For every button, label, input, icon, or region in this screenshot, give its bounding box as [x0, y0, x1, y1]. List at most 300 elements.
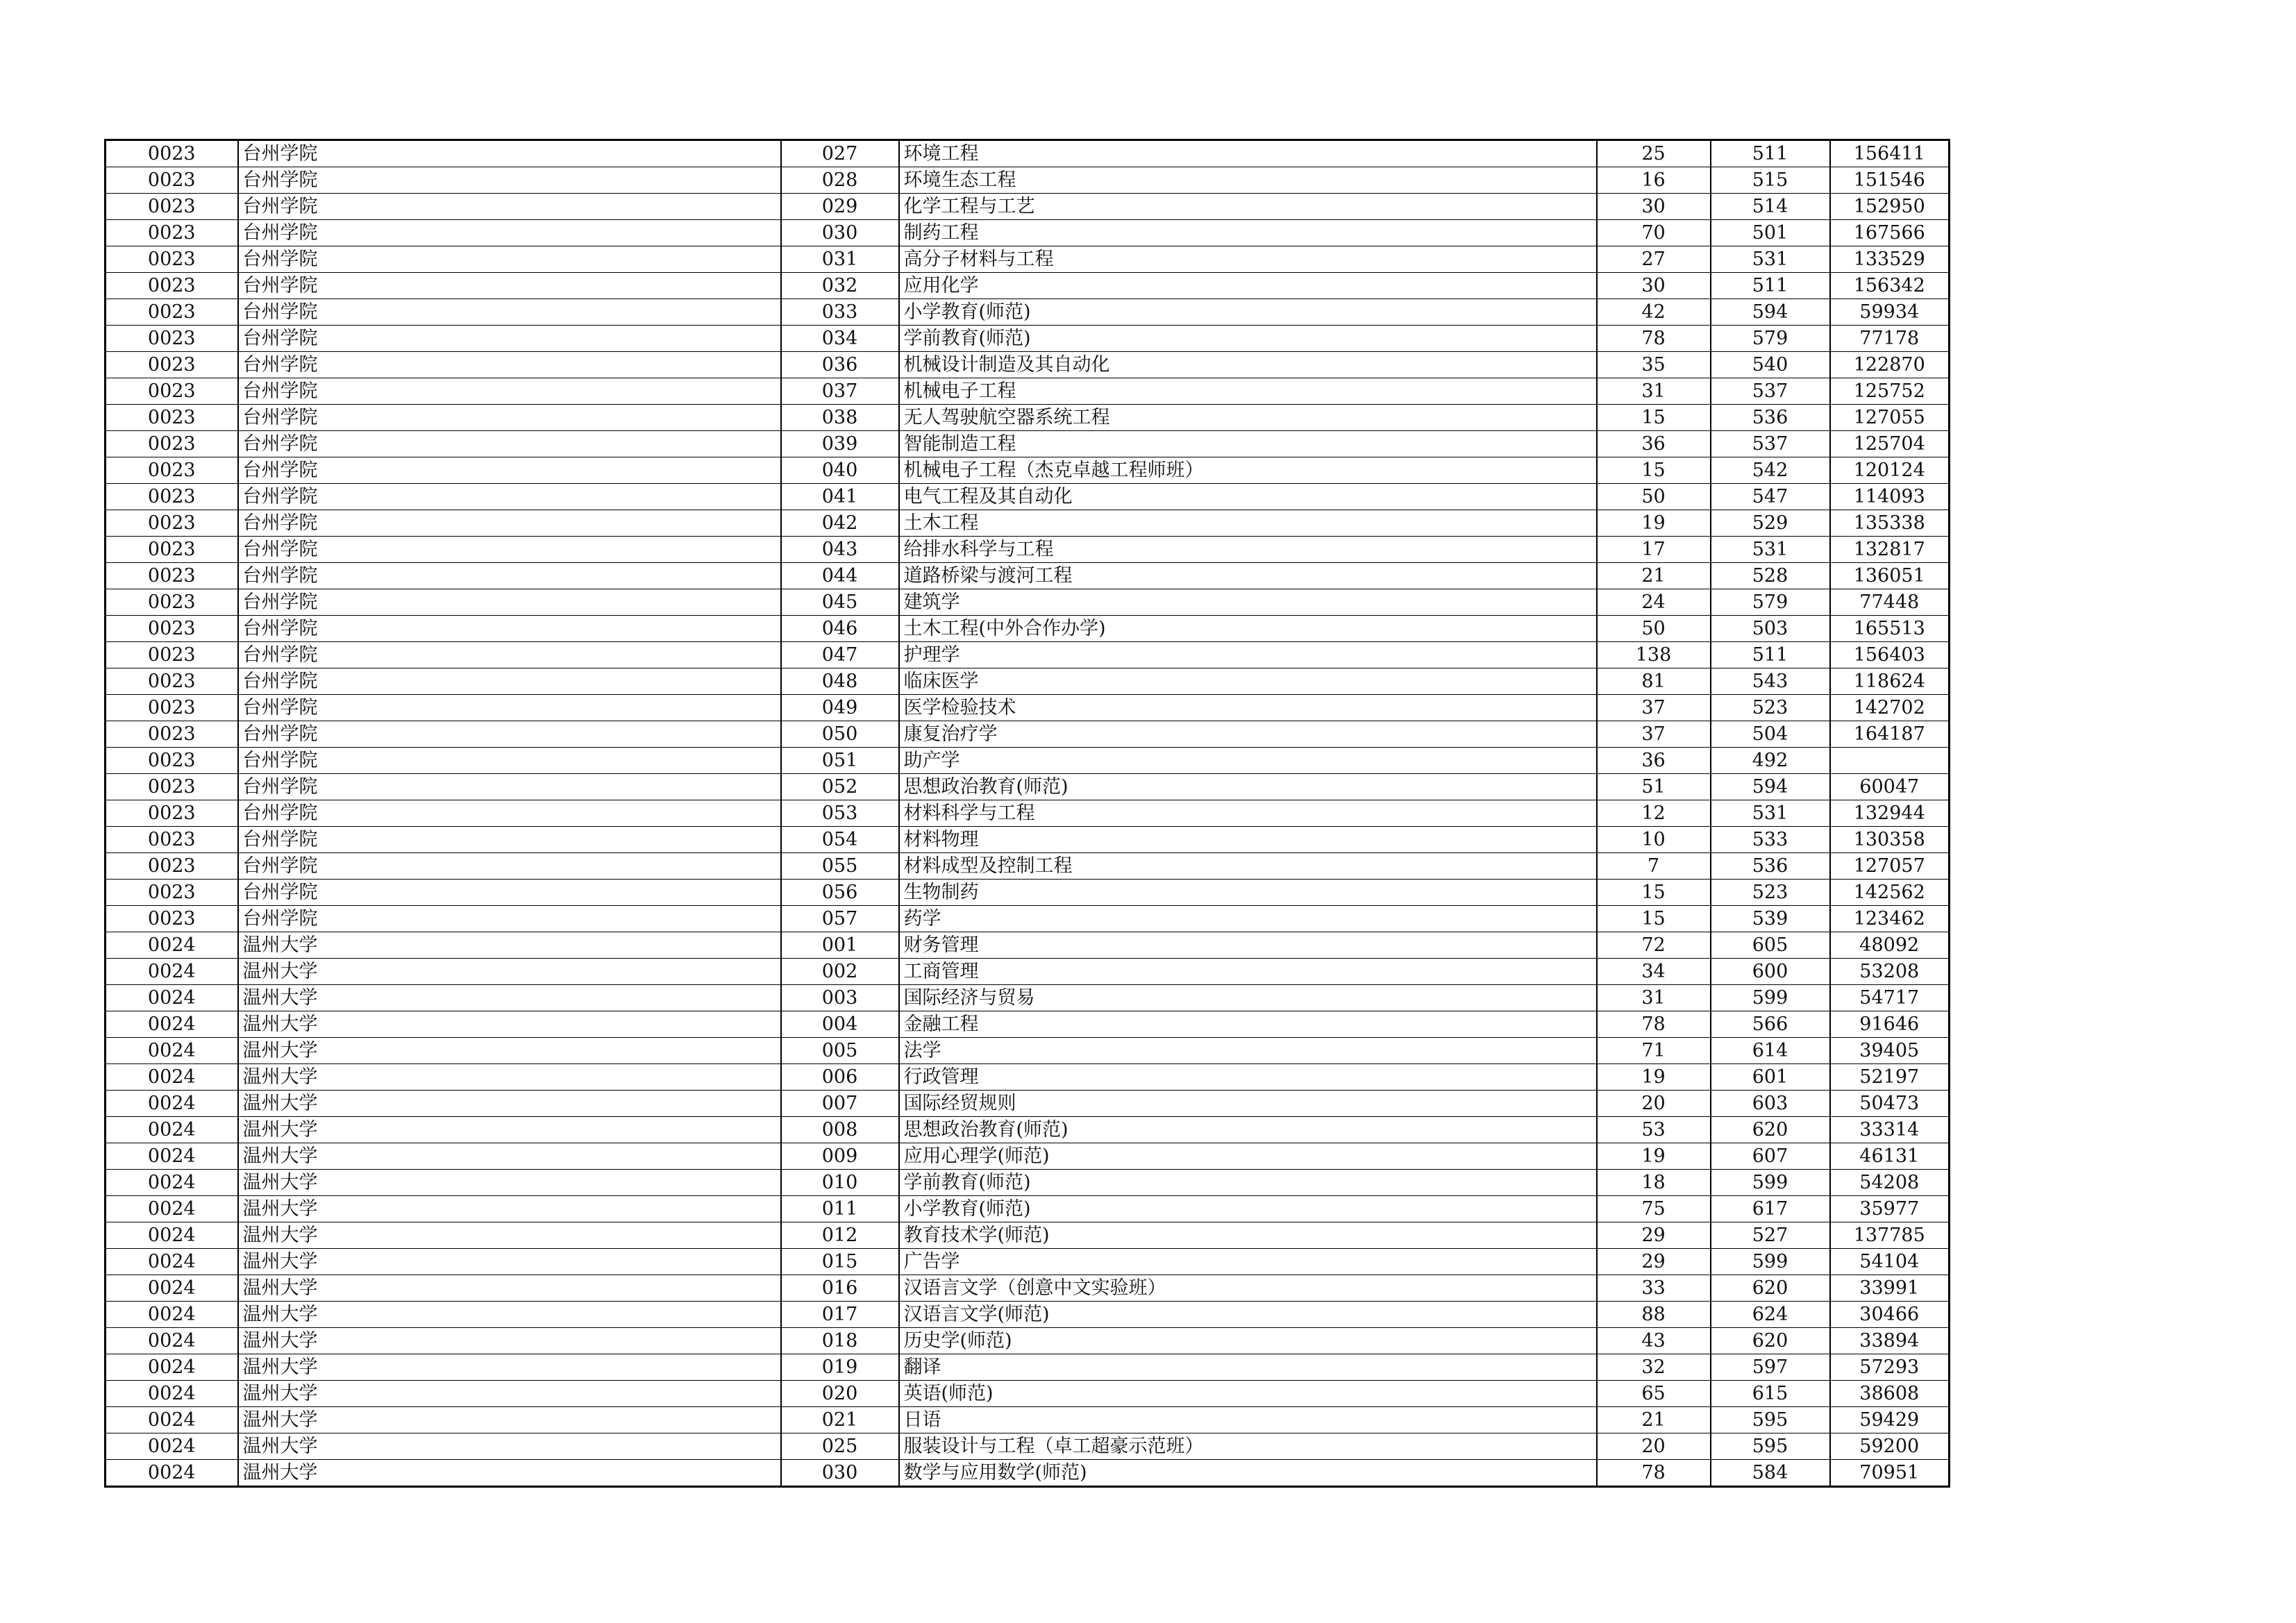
table-row [106, 484, 1950, 510]
min-score-cell: 542 [1711, 457, 1830, 484]
plan-count-cell: 51 [1597, 774, 1711, 800]
major-name-cell: 环境生态工程 [899, 167, 1597, 194]
min-rank-cell: 132817 [1830, 537, 1950, 563]
major-code-cell: 008 [781, 1117, 899, 1143]
major-name-cell: 汉语言文学(师范) [899, 1302, 1597, 1328]
plan-count-cell: 50 [1597, 616, 1711, 642]
min-rank-cell: 52197 [1830, 1064, 1950, 1091]
min-score-cell: 514 [1711, 194, 1830, 220]
min-rank-cell: 53208 [1830, 959, 1950, 985]
major-code-cell: 012 [781, 1222, 899, 1249]
school-code-cell: 0023 [106, 246, 238, 273]
min-score-cell: 624 [1711, 1302, 1830, 1328]
min-score-cell: 599 [1711, 985, 1830, 1011]
min-rank-cell: 54717 [1830, 985, 1950, 1011]
major-code-cell: 030 [781, 1460, 899, 1487]
table-row [106, 906, 1950, 932]
min-rank-cell: 33314 [1830, 1117, 1950, 1143]
table-row [106, 616, 1950, 642]
table-row [106, 510, 1950, 537]
school-code-cell: 0024 [106, 1091, 238, 1117]
min-rank-cell: 122870 [1830, 352, 1950, 378]
min-score-cell: 620 [1711, 1117, 1830, 1143]
min-rank-cell: 46131 [1830, 1143, 1950, 1170]
min-score-cell: 533 [1711, 827, 1830, 853]
school-name-cell: 台州学院 [238, 194, 781, 220]
plan-count-cell: 34 [1597, 959, 1711, 985]
plan-count-cell: 75 [1597, 1196, 1711, 1222]
school-name-cell: 台州学院 [238, 273, 781, 299]
major-code-cell: 049 [781, 695, 899, 721]
major-code-cell: 007 [781, 1091, 899, 1117]
school-code-cell: 0023 [106, 484, 238, 510]
school-code-cell: 0024 [106, 1433, 238, 1460]
plan-count-cell: 32 [1597, 1354, 1711, 1381]
major-code-cell: 037 [781, 378, 899, 405]
school-code-cell: 0024 [106, 1170, 238, 1196]
major-code-cell: 029 [781, 194, 899, 220]
school-name-cell: 台州学院 [238, 616, 781, 642]
school-code-cell: 0023 [106, 748, 238, 774]
major-name-cell: 小学教育(师范) [899, 1196, 1597, 1222]
major-name-cell: 给排水科学与工程 [899, 537, 1597, 563]
school-code-cell: 0023 [106, 853, 238, 880]
plan-count-cell: 19 [1597, 1143, 1711, 1170]
major-name-cell: 土木工程(中外合作办学) [899, 616, 1597, 642]
min-score-cell: 492 [1711, 748, 1830, 774]
school-code-cell: 0023 [106, 906, 238, 932]
table-row [106, 352, 1950, 378]
school-name-cell: 台州学院 [238, 352, 781, 378]
min-score-cell: 511 [1711, 642, 1830, 668]
table-row [106, 1038, 1950, 1064]
table-row [106, 273, 1950, 299]
school-name-cell: 台州学院 [238, 220, 781, 246]
table-row [106, 457, 1950, 484]
major-name-cell: 应用化学 [899, 273, 1597, 299]
major-name-cell: 药学 [899, 906, 1597, 932]
plan-count-cell: 24 [1597, 589, 1711, 616]
major-name-cell: 机械电子工程（杰克卓越工程师班） [899, 457, 1597, 484]
school-code-cell: 0023 [106, 668, 238, 695]
min-rank-cell: 127057 [1830, 853, 1950, 880]
major-code-cell: 055 [781, 853, 899, 880]
major-name-cell: 智能制造工程 [899, 431, 1597, 457]
table-row [106, 537, 1950, 563]
plan-count-cell: 37 [1597, 695, 1711, 721]
school-code-cell: 0023 [106, 695, 238, 721]
major-code-cell: 057 [781, 906, 899, 932]
min-rank-cell: 120124 [1830, 457, 1950, 484]
plan-count-cell: 12 [1597, 800, 1711, 827]
min-rank-cell: 123462 [1830, 906, 1950, 932]
plan-count-cell: 10 [1597, 827, 1711, 853]
school-code-cell: 0023 [106, 167, 238, 194]
major-name-cell: 教育技术学(师范) [899, 1222, 1597, 1249]
table-row [106, 1249, 1950, 1275]
major-code-cell: 033 [781, 299, 899, 326]
table-row [106, 167, 1950, 194]
table-row [106, 220, 1950, 246]
school-code-cell: 0023 [106, 537, 238, 563]
major-name-cell: 材料物理 [899, 827, 1597, 853]
table-row [106, 431, 1950, 457]
school-name-cell: 温州大学 [238, 1117, 781, 1143]
major-name-cell: 学前教育(师范) [899, 1170, 1597, 1196]
table-row [106, 405, 1950, 431]
school-name-cell: 温州大学 [238, 985, 781, 1011]
major-code-cell: 027 [781, 140, 899, 167]
min-rank-cell: 77448 [1830, 589, 1950, 616]
school-name-cell: 温州大学 [238, 1433, 781, 1460]
school-name-cell: 温州大学 [238, 1407, 781, 1433]
min-score-cell: 599 [1711, 1249, 1830, 1275]
school-code-cell: 0023 [106, 326, 238, 352]
plan-count-cell: 37 [1597, 721, 1711, 748]
min-score-cell: 531 [1711, 246, 1830, 273]
school-name-cell: 台州学院 [238, 326, 781, 352]
min-rank-cell: 151546 [1830, 167, 1950, 194]
plan-count-cell: 50 [1597, 484, 1711, 510]
plan-count-cell: 138 [1597, 642, 1711, 668]
min-rank-cell: 60047 [1830, 774, 1950, 800]
major-code-cell: 006 [781, 1064, 899, 1091]
major-code-cell: 031 [781, 246, 899, 273]
school-name-cell: 台州学院 [238, 853, 781, 880]
min-rank-cell: 33991 [1830, 1275, 1950, 1302]
school-name-cell: 台州学院 [238, 721, 781, 748]
school-name-cell: 台州学院 [238, 140, 781, 167]
school-name-cell: 台州学院 [238, 642, 781, 668]
major-code-cell: 019 [781, 1354, 899, 1381]
table-body [106, 140, 1950, 1487]
min-score-cell: 601 [1711, 1064, 1830, 1091]
major-code-cell: 018 [781, 1328, 899, 1354]
major-name-cell: 医学检验技术 [899, 695, 1597, 721]
min-rank-cell: 50473 [1830, 1091, 1950, 1117]
min-rank-cell: 57293 [1830, 1354, 1950, 1381]
min-score-cell: 594 [1711, 774, 1830, 800]
min-score-cell: 607 [1711, 1143, 1830, 1170]
min-score-cell: 547 [1711, 484, 1830, 510]
plan-count-cell: 33 [1597, 1275, 1711, 1302]
school-code-cell: 0023 [106, 457, 238, 484]
major-code-cell: 040 [781, 457, 899, 484]
major-name-cell: 材料科学与工程 [899, 800, 1597, 827]
table-row [106, 668, 1950, 695]
admission-table [104, 139, 1950, 1488]
min-rank-cell: 114093 [1830, 484, 1950, 510]
major-code-cell: 034 [781, 326, 899, 352]
table-row [106, 695, 1950, 721]
school-name-cell: 温州大学 [238, 1302, 781, 1328]
school-name-cell: 温州大学 [238, 1011, 781, 1038]
school-name-cell: 温州大学 [238, 959, 781, 985]
major-code-cell: 028 [781, 167, 899, 194]
school-name-cell: 台州学院 [238, 510, 781, 537]
table-row [106, 1354, 1950, 1381]
school-code-cell: 0023 [106, 880, 238, 906]
school-name-cell: 温州大学 [238, 932, 781, 959]
school-name-cell: 温州大学 [238, 1038, 781, 1064]
major-name-cell: 临床医学 [899, 668, 1597, 695]
table-row [106, 326, 1950, 352]
school-name-cell: 温州大学 [238, 1381, 781, 1407]
school-code-cell: 0024 [106, 1222, 238, 1249]
plan-count-cell: 43 [1597, 1328, 1711, 1354]
school-code-cell: 0023 [106, 721, 238, 748]
major-code-cell: 047 [781, 642, 899, 668]
school-code-cell: 0024 [106, 1407, 238, 1433]
school-name-cell: 台州学院 [238, 589, 781, 616]
min-rank-cell: 156403 [1830, 642, 1950, 668]
school-name-cell: 台州学院 [238, 457, 781, 484]
major-name-cell: 学前教育(师范) [899, 326, 1597, 352]
table-row [106, 1302, 1950, 1328]
table-row [106, 246, 1950, 273]
plan-count-cell: 72 [1597, 932, 1711, 959]
plan-count-cell: 29 [1597, 1249, 1711, 1275]
plan-count-cell: 21 [1597, 1407, 1711, 1433]
school-name-cell: 温州大学 [238, 1249, 781, 1275]
school-code-cell: 0024 [106, 1275, 238, 1302]
major-name-cell: 数学与应用数学(师范) [899, 1460, 1597, 1487]
major-name-cell: 高分子材料与工程 [899, 246, 1597, 273]
school-code-cell: 0024 [106, 1011, 238, 1038]
major-name-cell: 生物制药 [899, 880, 1597, 906]
min-score-cell: 537 [1711, 378, 1830, 405]
table-row [106, 1064, 1950, 1091]
min-score-cell: 599 [1711, 1170, 1830, 1196]
min-score-cell: 620 [1711, 1328, 1830, 1354]
table-row [106, 642, 1950, 668]
min-score-cell: 615 [1711, 1381, 1830, 1407]
major-name-cell: 护理学 [899, 642, 1597, 668]
min-score-cell: 584 [1711, 1460, 1830, 1487]
major-name-cell: 小学教育(师范) [899, 299, 1597, 326]
major-name-cell: 助产学 [899, 748, 1597, 774]
plan-count-cell: 21 [1597, 563, 1711, 589]
major-name-cell: 思想政治教育(师范) [899, 1117, 1597, 1143]
plan-count-cell: 29 [1597, 1222, 1711, 1249]
min-score-cell: 511 [1711, 140, 1830, 167]
table-row [106, 1407, 1950, 1433]
min-rank-cell: 39405 [1830, 1038, 1950, 1064]
plan-count-cell: 30 [1597, 273, 1711, 299]
major-name-cell: 思想政治教育(师范) [899, 774, 1597, 800]
plan-count-cell: 15 [1597, 906, 1711, 932]
major-code-cell: 010 [781, 1170, 899, 1196]
plan-count-cell: 20 [1597, 1091, 1711, 1117]
min-rank-cell: 152950 [1830, 194, 1950, 220]
min-score-cell: 603 [1711, 1091, 1830, 1117]
plan-count-cell: 27 [1597, 246, 1711, 273]
plan-count-cell: 53 [1597, 1117, 1711, 1143]
plan-count-cell: 25 [1597, 140, 1711, 167]
major-code-cell: 050 [781, 721, 899, 748]
major-name-cell: 法学 [899, 1038, 1597, 1064]
min-rank-cell: 130358 [1830, 827, 1950, 853]
min-score-cell: 531 [1711, 800, 1830, 827]
table-row [106, 985, 1950, 1011]
table-row [106, 1433, 1950, 1460]
min-score-cell: 594 [1711, 299, 1830, 326]
school-name-cell: 台州学院 [238, 748, 781, 774]
school-code-cell: 0024 [106, 932, 238, 959]
major-name-cell: 材料成型及控制工程 [899, 853, 1597, 880]
school-code-cell: 0024 [106, 1328, 238, 1354]
table-row [106, 721, 1950, 748]
table-row [106, 1117, 1950, 1143]
min-score-cell: 536 [1711, 853, 1830, 880]
school-name-cell: 台州学院 [238, 405, 781, 431]
major-name-cell: 国际经贸规则 [899, 1091, 1597, 1117]
major-code-cell: 041 [781, 484, 899, 510]
major-name-cell: 无人驾驶航空器系统工程 [899, 405, 1597, 431]
major-code-cell: 039 [781, 431, 899, 457]
school-name-cell: 台州学院 [238, 299, 781, 326]
school-name-cell: 温州大学 [238, 1328, 781, 1354]
min-score-cell: 579 [1711, 326, 1830, 352]
school-code-cell: 0023 [106, 774, 238, 800]
school-code-cell: 0023 [106, 616, 238, 642]
school-name-cell: 台州学院 [238, 378, 781, 405]
school-name-cell: 温州大学 [238, 1222, 781, 1249]
major-name-cell: 广告学 [899, 1249, 1597, 1275]
plan-count-cell: 7 [1597, 853, 1711, 880]
min-score-cell: 617 [1711, 1196, 1830, 1222]
table-row [106, 800, 1950, 827]
major-code-cell: 046 [781, 616, 899, 642]
table-row [106, 1011, 1950, 1038]
table-row [106, 932, 1950, 959]
school-code-cell: 0024 [106, 1064, 238, 1091]
plan-count-cell: 19 [1597, 510, 1711, 537]
table-row [106, 959, 1950, 985]
major-name-cell: 工商管理 [899, 959, 1597, 985]
table-row [106, 1222, 1950, 1249]
min-score-cell: 531 [1711, 537, 1830, 563]
school-code-cell: 0023 [106, 220, 238, 246]
plan-count-cell: 78 [1597, 1011, 1711, 1038]
school-code-cell: 0023 [106, 827, 238, 853]
plan-count-cell: 16 [1597, 167, 1711, 194]
min-rank-cell: 54104 [1830, 1249, 1950, 1275]
school-name-cell: 温州大学 [238, 1091, 781, 1117]
plan-count-cell: 15 [1597, 457, 1711, 484]
major-name-cell: 翻译 [899, 1354, 1597, 1381]
major-name-cell: 日语 [899, 1407, 1597, 1433]
plan-count-cell: 18 [1597, 1170, 1711, 1196]
min-score-cell: 537 [1711, 431, 1830, 457]
min-rank-cell: 133529 [1830, 246, 1950, 273]
school-code-cell: 0024 [106, 1381, 238, 1407]
min-rank-cell: 33894 [1830, 1328, 1950, 1354]
major-code-cell: 032 [781, 273, 899, 299]
plan-count-cell: 78 [1597, 326, 1711, 352]
major-name-cell: 服装设计与工程（卓工超豪示范班） [899, 1433, 1597, 1460]
min-rank-cell: 132944 [1830, 800, 1950, 827]
major-name-cell: 土木工程 [899, 510, 1597, 537]
plan-count-cell: 42 [1597, 299, 1711, 326]
major-name-cell: 英语(师范) [899, 1381, 1597, 1407]
min-score-cell: 511 [1711, 273, 1830, 299]
school-code-cell: 0023 [106, 194, 238, 220]
min-score-cell: 523 [1711, 695, 1830, 721]
min-rank-cell: 142702 [1830, 695, 1950, 721]
min-rank-cell: 142562 [1830, 880, 1950, 906]
table-row [106, 299, 1950, 326]
min-score-cell: 614 [1711, 1038, 1830, 1064]
major-name-cell: 环境工程 [899, 140, 1597, 167]
major-code-cell: 017 [781, 1302, 899, 1328]
school-code-cell: 0024 [106, 1302, 238, 1328]
major-name-cell: 金融工程 [899, 1011, 1597, 1038]
school-code-cell: 0023 [106, 273, 238, 299]
min-score-cell: 523 [1711, 880, 1830, 906]
school-name-cell: 台州学院 [238, 246, 781, 273]
major-code-cell: 002 [781, 959, 899, 985]
major-code-cell: 048 [781, 668, 899, 695]
school-code-cell: 0023 [106, 510, 238, 537]
major-code-cell: 054 [781, 827, 899, 853]
major-name-cell: 康复治疗学 [899, 721, 1597, 748]
school-code-cell: 0024 [106, 985, 238, 1011]
major-name-cell: 电气工程及其自动化 [899, 484, 1597, 510]
min-rank-cell: 59200 [1830, 1433, 1950, 1460]
min-score-cell: 600 [1711, 959, 1830, 985]
major-code-cell: 015 [781, 1249, 899, 1275]
min-rank-cell: 167566 [1830, 220, 1950, 246]
school-name-cell: 台州学院 [238, 537, 781, 563]
major-code-cell: 001 [781, 932, 899, 959]
plan-count-cell: 20 [1597, 1433, 1711, 1460]
min-score-cell: 528 [1711, 563, 1830, 589]
major-code-cell: 036 [781, 352, 899, 378]
min-score-cell: 515 [1711, 167, 1830, 194]
table-row [106, 1460, 1950, 1487]
major-name-cell: 行政管理 [899, 1064, 1597, 1091]
table-row [106, 563, 1950, 589]
min-rank-cell: 30466 [1830, 1302, 1950, 1328]
school-name-cell: 台州学院 [238, 800, 781, 827]
school-name-cell: 台州学院 [238, 167, 781, 194]
min-score-cell: 504 [1711, 721, 1830, 748]
min-rank-cell: 127055 [1830, 405, 1950, 431]
school-name-cell: 温州大学 [238, 1354, 781, 1381]
school-name-cell: 温州大学 [238, 1460, 781, 1487]
min-score-cell: 543 [1711, 668, 1830, 695]
school-name-cell: 温州大学 [238, 1275, 781, 1302]
table-row [106, 880, 1950, 906]
min-score-cell: 501 [1711, 220, 1830, 246]
school-code-cell: 0023 [106, 563, 238, 589]
major-code-cell: 016 [781, 1275, 899, 1302]
table-row [106, 748, 1950, 774]
major-code-cell: 043 [781, 537, 899, 563]
table-row [106, 140, 1950, 167]
major-code-cell: 045 [781, 589, 899, 616]
major-code-cell: 004 [781, 1011, 899, 1038]
school-code-cell: 0024 [106, 1143, 238, 1170]
major-code-cell: 020 [781, 1381, 899, 1407]
major-code-cell: 044 [781, 563, 899, 589]
min-score-cell: 579 [1711, 589, 1830, 616]
major-name-cell: 国际经济与贸易 [899, 985, 1597, 1011]
min-rank-cell: 38608 [1830, 1381, 1950, 1407]
min-rank-cell: 137785 [1830, 1222, 1950, 1249]
min-rank-cell: 125704 [1830, 431, 1950, 457]
